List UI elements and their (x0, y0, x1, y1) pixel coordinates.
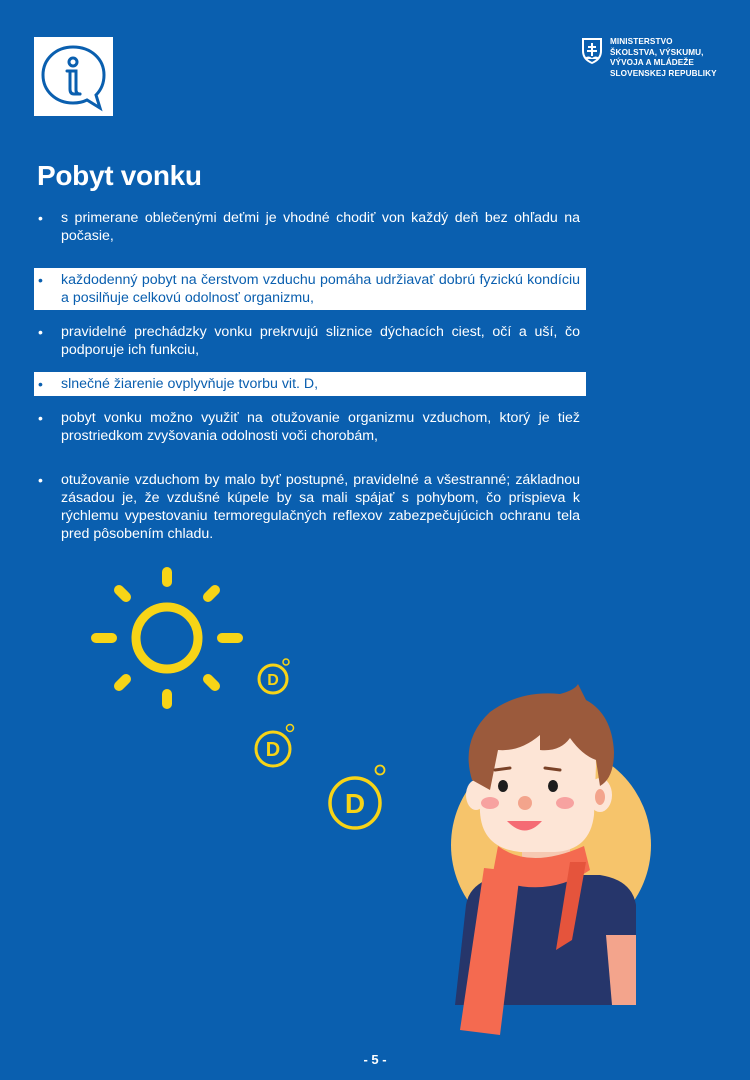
ministry-name-line: VÝVOJA A MLÁDEŽE (610, 58, 694, 67)
list-item: • otužovanie vzduchom by malo byť postupné, pravidelné a všestranné; základnou zásadou je, že vzdušné kúpele by sa mali spájať s pohybom, čo prispieva k rýchlemu vypestovaniu termoregulačných reflexov zabezpečujúcich ochranu tela pred pôsobením chladu. (34, 468, 586, 546)
vitamin-d-label: D (344, 788, 366, 819)
page-number: - 5 - (363, 1052, 387, 1067)
list-item-highlighted: • každodenný pobyt na čerstvom vzduchu pomáha udržiavať dobrú fyzickú kondíciu a posilňuje celkovú odolnosť organizmu, (34, 268, 586, 310)
vitamin-d-icon (259, 659, 289, 693)
vitamin-d-label: D (265, 739, 281, 761)
sun-icon (96, 572, 238, 704)
list-item-highlighted: • slnečné žiarenie ovplyvňuje tvorbu vit. D, (34, 372, 586, 396)
page-title: Pobyt vonku (37, 160, 202, 191)
vitamin-d-icon (330, 766, 385, 829)
list-item: • pobyt vonku možno využiť na otužovanie organizmu vzduchom, ktorý je tiež prostriedkom zvyšovania odolnosti voči chorobám, (34, 406, 586, 448)
list-item: • pravidelné prechádzky vonku prekrvujú sliznice dýchacích ciest, očí a uší, čo podporuje ich funkciu, (34, 320, 586, 362)
ministry-name-line: SLOVENSKEJ REPUBLIKY (610, 68, 717, 78)
vitamin-d-icon (256, 725, 294, 767)
list-item: • s primerane oblečenými deťmi je vhodné chodiť von každý deň bez ohľadu na počasie, (34, 206, 586, 248)
vitamin-d-label: D (267, 672, 279, 689)
child-illustration (451, 684, 651, 1035)
ministry-name-line: ŠKOLSTVA, VÝSKUMU, (610, 47, 704, 57)
ministry-name-line: MINISTERSTVO (610, 37, 673, 46)
